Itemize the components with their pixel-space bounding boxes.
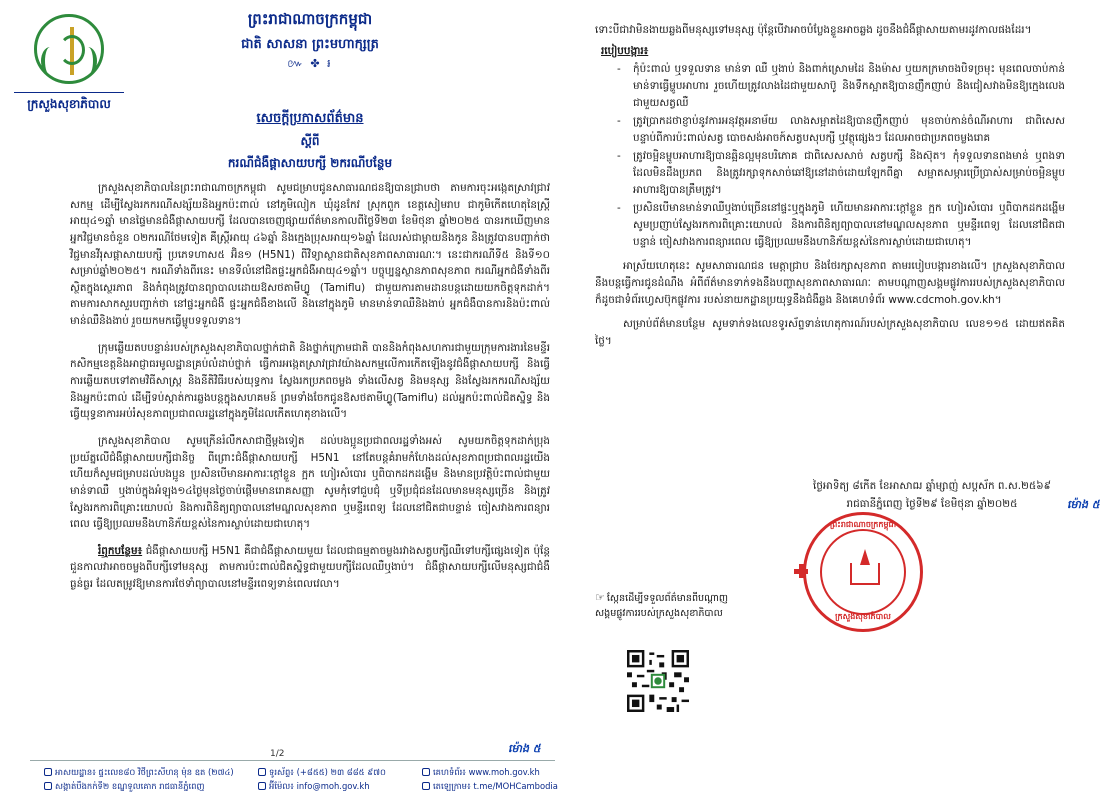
title-line-1: សេចក្តីប្រកាសព័ត៌មាន	[256, 111, 364, 126]
kingdom-name: ព្រះរាជាណាចក្រកម្ពុជា	[247, 10, 373, 28]
signature-initials-right: ម៉ោង ៥	[1067, 498, 1100, 511]
location-icon	[44, 768, 52, 776]
footer-email[interactable]: អ៊ីម៉ែល៖ info@moh.gov.kh	[269, 781, 370, 792]
footer-telegram[interactable]: តេឡេក្រាម៖ t.me/MOHCambodia	[433, 781, 558, 792]
telegram-icon	[422, 782, 430, 790]
lunar-date: ថ្ងៃអាទិត្យ ៨កើត ខែអាសាឍ ឆ្នាំម្សាញ់ សប្តស័ក ព.ស.២៥៦៩	[813, 480, 1051, 492]
solar-date: រាជធានីភ្នំពេញ ថ្ងៃទី២៩ ខែមិថុនា ឆ្នាំ២០២៥	[846, 497, 1018, 510]
page-footer-right	[565, 760, 1100, 800]
footer-website[interactable]: គេហទំព័រ៖ www.moh.gov.kh	[433, 767, 540, 777]
national-motto: ជាតិ សាសនា ព្រះមហាក្សត្រ	[241, 37, 379, 52]
kingdom-header	[190, 10, 430, 73]
ministry-name: ក្រសួងសុខាភិបាល	[14, 92, 124, 114]
phone-icon	[258, 768, 266, 776]
prevention-item: - កុំប៉ះពាល់ ឬទទួលទាន មាន់ទា ឈឺ ឬងាប់ និងពាក់ស្រោមដៃ និងម៉ាស ឬយកក្រមាចងបិទច្រមុះ មុនពេលចាប់កាន់មាន់ទាធ្វើម្ហូបអាហារ រួចហើយត្រូវលាងដៃជាមួយសាប៊ូ និងទឹកស្អាតឱ្យបានញឹកញាប់ និងជៀសវាងមិនឱ្យក្មេងលេងជាមួយសត្វឈឺ	[617, 63, 1065, 109]
contact-paragraph: អាស្រ័យហេតុនេះ សូមសាធារណជន មេត្តាជ្រាប និងថែរក្សាសុខភាព តាមរបៀបបង្ការខាងលើ។ ក្រសួងសុខាភិបាលនឹងបន្តធ្វើការជូនដំណឹង អំពីព័ត៌មានទាក់ទងនឹងបញ្ហាសុខភាពសាធារណៈ តាមបណ្តាញសង្គមផ្លូវការរបស់ក្រសួងសុខាភិបាល ក៏ដូចជាទំព័រហ្វេសប៊ុកផ្លូវការ របស់នាយកដ្ឋានប្រយុទ្ធនឹងជំងឺឆ្លង និងគេហទំព័រ www.cdcmoh.gov.kh។	[595, 260, 1065, 306]
body-text-right	[595, 22, 1065, 350]
seal-top-text: ព្រះរាជាណាចក្រកម្ពុជា	[829, 520, 897, 529]
prevention-list	[617, 61, 1065, 250]
globe-icon	[422, 768, 430, 776]
prevention-item: - ត្រូវចម្អិនម្ហូបអាហារឱ្យបានឆ្អិនល្អមុនបរិភោគ ជាពិសេសសាច់ សត្វបក្សី និងស៊ុត។ កុំទទួលទានពងមាន់ ឬពងទាដែលមិនដឹងប្រភព និងត្រូវរក្សាទុកសាច់ឆៅឱ្យនៅដាច់ដោយឡែកពីគ្នា សម្អាតសម្ភារប្រើប្រាស់សម្រាប់ចម្អិនម្ហូបអាហារឱ្យបានត្រឹមត្រូវ។	[617, 150, 1065, 196]
footer-contact	[258, 765, 418, 794]
pointing-hand-icon: ☞	[595, 591, 605, 604]
date-block	[787, 478, 1077, 513]
continued-paragraph: ទោះបីជាវាមិនងាយឆ្លងពីមនុស្សទៅមនុស្ស ប៉ុន្តែបើវាអាចបំប្លែងខ្លួនអាចឆ្លង ដូចនឹងជំងឺផ្តាសាយតាមរដូវកាលផងដែរ។	[595, 24, 1032, 36]
page-number: 1/2	[270, 749, 285, 759]
paragraph-2: ក្រុមឆ្លើយតបបន្ទាន់របស់ក្រសួងសុខាភិបាលថ្នាក់ជាតិ និងថ្នាក់ក្រោមជាតិ បាននិងកំពុងសហការជាមួយក្រុមការងារនៃមន្ទីរកសិកម្មខេត្តនិងអាជ្ញាធរមូលដ្ឋានគ្រប់លំដាប់ថ្នាក់ ធ្វើការអង្កេតស្រាវជ្រាវយ៉ាងសកម្មលើការកើតឡើងនូវជំងឺផ្តាសាយបក្សី និងធ្វើការឆ្លើយតបទៅតាមវិធីសាស្រ្ត និងនីតិវិធីរបស់យុទ្ធការ ស្វែងរកប្រភពចម្លង ទាំងលើសត្វ និងមនុស្ស និងស្វែងរកករណីសង្ស័យនិងអ្នកប៉ះពាល់ ដើម្បីទប់ស្កាត់ការឆ្លងបន្តក្នុងសហគមន៍ ព្រមទាំងចែកជូនឱសថតាមីហ្វ្លូ(Tamiflu) ដល់អ្នកប៉ះពាល់ជិតស្និទ្ធ និងធ្វើយុទ្ធនាការអប់រំសុខភាពប្រជាពលរដ្ឋនៅក្នុងភូមិដែលកើតហេតុខាងលើ។	[70, 341, 550, 421]
footer-address	[44, 765, 234, 794]
reminder-label: រំឮកបន្ថែម៖	[98, 544, 143, 557]
press-release-title	[150, 110, 470, 173]
ministry-emblem-icon	[34, 14, 104, 84]
footer-address-line-1: អាសយដ្ឋាន៖ ផ្ទះលេខ៨០ វិថីព្រះសីហនុ ម៉ុន ឧត (២៧៤)	[55, 767, 234, 777]
document-page-2	[565, 0, 1100, 800]
ministry-logo-block	[14, 14, 124, 114]
title-line-3: ករណីជំងឺផ្តាសាយបក្សី ២ករណីបន្ថែម	[227, 156, 393, 170]
body-text-left	[70, 180, 550, 593]
prevention-item: - ប្រសិនបើមានមាន់ទាឈឺឬងាប់ច្រើននៅផ្ទះឬក្នុងភូមិ ហើយមានអាការៈក្តៅខ្លួន ក្អក ហៀរសំបោរ ឬពិបាកដកដង្ហើម សូមប្រញាប់ស្វែងរកការពិគ្រោះយោបល់ និងការពិនិត្យព្យាបាលនៅមណ្ឌលសុខភាព ឬមន្ទីរពេទ្យ ដែលនៅជិតជាបន្ទាន់ ចៀសវាងការពន្យារពេល ធ្វើឱ្យប្រឈមនឹងហានិភ័យខ្ពស់នៃការស្លាប់ដោយជាហេតុ។	[617, 202, 1065, 248]
map-icon	[44, 782, 52, 790]
footer-phone: ទូរស័ព្ទ៖ (+៨៥៥) ២៣ ៨៨៥ ៩៧០	[269, 767, 386, 777]
hotline-paragraph: សម្រាប់ព័ត៌មានបន្ថែម សូមទាក់ទងលេខទូរស័ព្ទទាន់ហេតុការណ៍របស់ក្រសួងសុខាភិបាល លេខ១១៥ ដោយឥតគិតថ្លៃ។	[595, 318, 1065, 347]
title-line-2: ស្តីពី	[300, 134, 320, 148]
qr-code[interactable]	[627, 650, 689, 712]
prevention-item: - ត្រូវប្រាកដថាខ្ញាប់នូវការអនុវត្តអនាម័យ លាងសម្អាតដៃឱ្យបានញឹកញាប់ មុនចាប់កាន់ចំណីអាហារ ជាពិសេសបន្ទាប់ពីការប៉ះពាល់សត្វ បោចសង់អាចក៍សត្វបសុបក្សី ឬវត្ថុផ្សេងៗ ដែលអាចជាប្រភពចម្លងរោគ	[617, 115, 1065, 144]
qr-caption	[595, 590, 735, 621]
page-footer	[30, 749, 558, 800]
footer-address-line-2: សង្កាត់បឹងកក់ទី២ ខណ្ឌទួលគោក រាជធានីភ្នំពេញ	[55, 781, 205, 792]
paragraph-1: ក្រសួងសុខាភិបាលនៃព្រះរាជាណាចក្រកម្ពុជា សូមជម្រាបជូនសាធារណជនឱ្យបានជ្រាបថា តាមការចុះអង្កេតស្រាវជ្រាវសកម្ម ដើម្បីស្វែងរកករណីសង្ស័យនិងអ្នកប៉ះពាល់ នៅភូមិលៀក ឃុំដូនកែវ ស្រុកពួក ខេត្តសៀមរាប ជាកូមិកើតហេតុនៃស្ត្រីអាយុ៤១ឆ្នាំ មានផ្ទៃមានជំងឺផ្តាសាយបក្សី ដែលបានចេញផ្សាយព័ត៌មានកាលពីថ្ងៃទី២៣ ខែមិថុនា ឆ្នាំ២០២៥ បានរកឃើញមានអ្នកវិជ្ជមានចំនួន ០២ករណីថែមទៀត គឺស្ត្រីអាយុ ៤៦ឆ្នាំ និងក្មេងប្រុសអាយុ១៦ឆ្នាំ ដែលរស់ជាម្តាយនិងកូន និងត្រូវបានបញ្ជាក់ថា វិជ្ជមានវីរុសផ្តាសាយបក្សី ប្រភេទហាស៥ អ៊ិន១ (H5N1) ពីវិទ្យាស្ថានជាតិសុខភាពសាធារណៈ។ នេះជាករណីទី៥ និងទី១០ សម្រាប់ឆ្នាំ២០២៥។ ករណីទាំងពីរនេះ មានទីលំនៅជិតផ្ទះអ្នកជំងឺអាយុ៤១ឆ្នាំ។ បច្ចុប្បន្នស្ថានភាពសុខភាព ករណីអ្នកជំងឺទាំងពីរ ស្ថិតក្នុងស្ថេរភាព និងកំពុងត្រូវបានព្យាបាលដោយឱសថតាមីហ្វ្លូ (Tamiflu) ជាមួយការតាមដានបន្តដោយយកចិត្តទុកដាក់។ តាមការសាកសួរបញ្ជាក់ថា នៅផ្ទះអ្នកជំងឺ ផ្ទះអ្នកជំងឺខាងលើ និងនៅក្នុងភូមិ មានមាន់ទាឈឺនិងងាប់ អ្នកជំងឺបានការនិងប៉ះពាល់មាន់ឈឺនិងងាប់ រួចយកមកធ្វើម្ហូបទទួលទាន។	[70, 182, 550, 328]
header-ornament: ៚ ✤ ៛	[287, 57, 333, 70]
reminder-text: ជំងឺផ្តាសាយបក្សី H5N1 គឺជាជំងឺផ្តាសាយមួយ ដែលជាធម្មតាចម្លងរវាងសត្វបក្សីឈឺទៅបក្សីផ្សេងទៀត ប៉ុន្តែជួនកាលវាអាចចម្លងពីបក្សីទៅមនុស្ស តាមការប៉ះពាល់ជិតស្និទ្ធជាមួយបក្សីដែលឈឺឬងាប់។ ជំងឺផ្តាសាយបក្សីលើមនុស្សជាជំងឺធ្ងន់ធ្ងរ ដែលតម្រូវឱ្យមានការថែទាំព្យាបាលនៅមន្ទីរពេទ្យទាន់ពេលវេលា។	[70, 544, 550, 591]
paragraph-3: ក្រសួងសុខាភិបាល សូមក្រើនរំលឹកសាជាថ្មីម្តងទៀត ដល់បងប្អូនប្រជាពលរដ្ឋទាំងអស់ សូមយកចិត្តទុកដាក់ប្រុងប្រយ័ត្នលើជំងឺផ្តាសាយបក្សីជានិច្ច ពីព្រោះជំងឺផ្តាសាយបក្សី H5N1 នៅតែបន្តគំរាមកំហែងដល់សុខភាពប្រជាពលរដ្ឋយើង ហើយក៏សូមជម្រាបដល់បងប្អូន ប្រសិនបើមានអាការៈក្តៅខ្លួន ក្អក ហៀរសំបោរ ឬពិបាកដកដង្ហើម និងមានប្រវត្តិប៉ះពាល់ជាមួយមាន់ទាឈឺ ឬងាប់ក្នុងអំឡុង១៤ថ្ងៃមុនថ្ងៃចាប់ផ្តើមមានរោគសញ្ញា សូមកុំទៅជួបជុំ ឬទីប្រជុំជនដែលមានមនុស្សច្រើន និងត្រូវស្វែងរកការពិគ្រោះយោបល់ និងការពិនិត្យព្យាបាលនៅមណ្ឌលសុខភាព ឬមន្ទីរពេទ្យ ដែលនៅជិតជាបន្ទាន់ ចៀសវាងការពន្យារពេល ធ្វើឱ្យប្រឈមនឹងហានិភ័យខ្ពស់នៃការស្លាប់ដោយជាហេតុ។	[70, 434, 550, 531]
qr-caption-text: ស្កែនដើម្បីទទួលព័ត៌មានពីបណ្តាញសង្គមផ្លូវការរបស់ក្រសួងសុខាភិបាល	[595, 593, 729, 619]
prevention-title: របៀបបង្ការ៖	[601, 44, 649, 57]
official-seal-icon	[803, 512, 923, 632]
seal-bottom-text: ក្រសួងសុខាភិបាល	[835, 612, 891, 621]
reminder-paragraph	[70, 543, 550, 593]
footer-web	[422, 765, 562, 794]
email-icon	[258, 782, 266, 790]
signature-initials-left: ម៉ោង ៥	[508, 742, 541, 755]
